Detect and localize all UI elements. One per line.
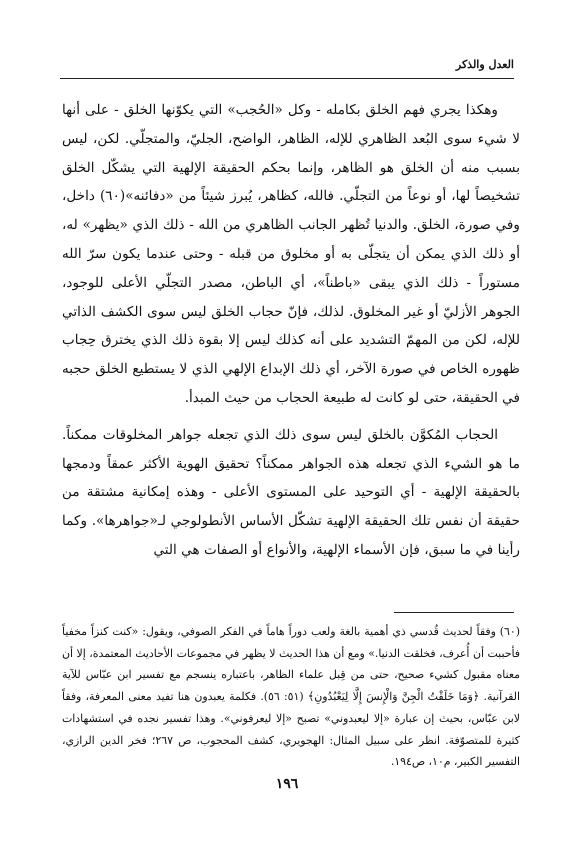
- footnote-rule: [394, 612, 514, 613]
- paragraph-2: الحجاب المُكوَّن بالخلق ليس سوى ذلك الذي تجعله جواهر المخلوقات ممكناً. ما هو الشيء الذي تجعله هذه الجواهر ممكناً؟ تحقيق الهوية الأكثر عمقاً ودمجها بالحقيقة الإلهية - أي التوحيد على المستوى الأعلى - وهذه إمكانية مشتقة من حقيقة أن نفس تلك الحقيقة الإلهية تشكّل الأساس الأنطولوجي لـ«جواهرها». وكما رأينا في ما سبق، فإن الأسماء الإلهية، والأنواع أو الصفات هي التي: [62, 426, 520, 558]
- running-header: العدل والذكر: [455, 58, 514, 71]
- footnotes: [62, 621, 520, 773]
- page-number: ١٩٦: [275, 776, 299, 792]
- paragraph-1: وهكذا يجري فهم الخلق بكامله - وكل «الحُجب» التي يكوّنها الخلق - على أنها لا شيء سوى البُعد الظاهري للإله، الظاهر، الواضح، الجليّ، والمتجلّي. لكن، ليس بسبب منه أن الخلق هو الظاهر، وإنما بحكم الحقيقة الإلهية التي يشكّل الخلق تشخيصاً لها، أو نوعاً من التجلّي. فالله، كظاهر، يُبرز شيئاً من «دفائنه»(٦٠) داخل، وفي صورة، الخلق. والدنيا تُظهر الجانب الظاهري من الله - ذلك الذي «يظهر» له، أو ذلك الذي يمكن أن يتجلّى به أو مخلوق من قبله - وحتى عندما يكون سرّ الله مستوراً - ذلك الذي يبقى «باطناً»، أي الباطن، مصدر التجلّي الأعلى للوجود، الجوهر الأزليّ أو غير المخلوق. لذلك، فإنّ حجاب الخلق ليس سوى الكشف الذاتي للإله، لكن من المهمّ التشديد على أنه كذلك ليس إلا بقوة ذلك الذي يخترق حِجاب ظهوره الخاص في صورة الآخر، أي ذلك الإبداع الإلهي الذي لا يستطيع الخلق حجبه في الحقيقة، حتى لو كانت له طبيعة الحجاب من حيث المبدأ.: [62, 102, 521, 406]
- main-text: [62, 96, 520, 565]
- header-rule: [60, 78, 514, 79]
- footnote-60: (٦٠) وفقاً لحديث قُدسي ذي أهمية بالغة ولعب دوراً هاماً في الفكر الصوفي، ويقول: «كنت كنزاً مخفياً فأحببت أن أُعرف، فخلقت الدنيا.» ومع أن هذا الحديث لا يظهر في مجموعات الأحاديث المعتمدة، إلا أن معناه مقبول كشيء صحيح، حتى من قِبل علماء الظاهر، باعتباره ينسجم مع تفسير ابن عبّاس للآية القرآنية. ﴿وَمَا خَلَقْتُ الْجِنَّ وَالْإِنسَ إِلَّا لِيَعْبُدُونِ﴾ (٥١: ٥٦). فكلمة يعبدون هنا تفيد معنى المعرفة، وفقاً لابن عبّاس، بحيث إن عبارة «إلا ليعبدوني» تصبح «إلا ليعرفوني». وهذا تفسير نجده في استشهادات كثيرة للمتصوّفة. انظر على سبيل المثال: الهجويري، كشف المحجوب، ص ٢٦٧؛ فخر الدين الرازي، التفسير الكبير، م١٠، ص١٩٤.: [62, 625, 520, 769]
